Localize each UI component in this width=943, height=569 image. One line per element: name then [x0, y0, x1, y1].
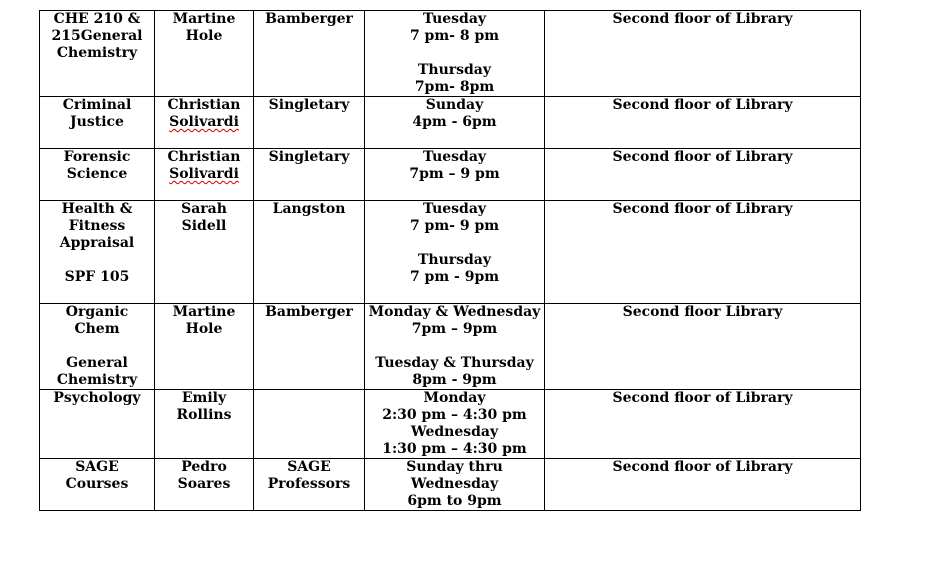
- tutor-first-name: Martine: [172, 304, 236, 320]
- times-cell: [365, 390, 545, 459]
- tutor-last-name: Hole: [185, 321, 223, 337]
- course-cell: [40, 11, 155, 97]
- tutor-first-name: Christian: [167, 97, 241, 113]
- room-text: Second floor of Library: [612, 459, 793, 475]
- time-line: Thursday: [417, 62, 492, 78]
- course-line: Appraisal: [59, 235, 135, 251]
- course-line: Health &: [61, 201, 133, 217]
- tutor-cell: [155, 201, 254, 304]
- time-line: Tuesday & Thursday: [375, 355, 534, 371]
- room-cell: [545, 459, 861, 511]
- location-text: Langston: [272, 201, 346, 217]
- course-cell: [40, 390, 155, 459]
- room-text: Second floor of Library: [612, 11, 793, 27]
- course-cell: [40, 97, 155, 149]
- course-line: Fitness: [68, 218, 126, 234]
- tutor-first-name: Pedro: [181, 459, 227, 475]
- tutor-cell: [155, 97, 254, 149]
- time-line: 8pm - 9pm: [412, 372, 497, 388]
- tutor-last-name: Solivardi: [169, 114, 239, 130]
- location-text: Singletary: [268, 97, 350, 113]
- time-line: 7 pm- 9 pm: [409, 218, 500, 234]
- tutor-cell: [155, 390, 254, 459]
- tutor-cell: [155, 149, 254, 201]
- course-line: General: [66, 355, 128, 371]
- blank-line: [40, 338, 154, 355]
- location-text: Bamberger: [265, 11, 353, 27]
- room-cell: [545, 97, 861, 149]
- location-cell: [254, 97, 365, 149]
- course-line: SAGE: [75, 459, 119, 475]
- tutoring-schedule-table: [39, 10, 861, 511]
- location-cell: [254, 11, 365, 97]
- tutor-cell: [155, 459, 254, 511]
- location-cell: [254, 149, 365, 201]
- location-cell: [254, 390, 365, 459]
- times-cell: [365, 201, 545, 304]
- tutor-first-name: Sarah: [181, 201, 227, 217]
- course-code: SPF 105: [64, 269, 130, 285]
- table-row: [40, 11, 861, 97]
- room-text: Second floor Library: [622, 304, 783, 320]
- location-cell: [254, 304, 365, 390]
- time-line: Tuesday: [422, 201, 487, 217]
- table-row: [40, 304, 861, 390]
- course-line: Organic: [65, 304, 129, 320]
- time-line: Sunday thru: [406, 459, 503, 475]
- tutor-cell: [155, 304, 254, 390]
- course-cell: [40, 201, 155, 304]
- time-line: Monday & Wednesday: [368, 304, 541, 320]
- tutor-first-name: Emily: [181, 390, 227, 406]
- blank-line: [40, 252, 154, 269]
- room-cell: [545, 11, 861, 97]
- course-line: Science: [66, 166, 128, 182]
- time-line: Sunday: [425, 97, 484, 113]
- times-cell: [365, 459, 545, 511]
- time-line: 2:30 pm – 4:30 pm: [382, 407, 527, 423]
- tutor-first-name: Martine: [172, 11, 236, 27]
- table-row: [40, 390, 861, 459]
- course-line: Chemistry: [56, 45, 138, 61]
- time-line: 7pm – 9pm: [411, 321, 498, 337]
- times-cell: [365, 304, 545, 390]
- course-line: Criminal: [62, 97, 132, 113]
- table-row: [40, 459, 861, 511]
- course-line: Psychology: [53, 390, 141, 406]
- time-line: Wednesday: [410, 424, 499, 440]
- tutor-last-name: Soares: [177, 476, 231, 492]
- course-line: Courses: [65, 476, 129, 492]
- tutor-cell: [155, 11, 254, 97]
- room-text: Second floor of Library: [612, 390, 793, 406]
- time-line: Tuesday: [422, 149, 487, 165]
- times-cell: [365, 97, 545, 149]
- room-text: Second floor of Library: [612, 97, 793, 113]
- tutor-first-name: Christian: [167, 149, 241, 165]
- time-line: Monday: [423, 390, 486, 406]
- time-line: 4pm - 6pm: [412, 114, 497, 130]
- tutor-last-name: Sidell: [181, 218, 227, 234]
- times-cell: [365, 11, 545, 97]
- room-text: Second floor of Library: [612, 201, 793, 217]
- room-text: Second floor of Library: [612, 149, 793, 165]
- course-cell: [40, 304, 155, 390]
- time-line: 7pm- 8pm: [414, 79, 495, 95]
- blank-line: [365, 235, 544, 252]
- course-cell: [40, 149, 155, 201]
- tutor-last-name: Hole: [185, 28, 223, 44]
- tutor-last-name: Rollins: [176, 407, 232, 423]
- course-line: 215General: [51, 28, 143, 44]
- times-cell: [365, 149, 545, 201]
- time-line: 7pm – 9 pm: [409, 166, 500, 182]
- table-row: [40, 149, 861, 201]
- blank-line: [365, 338, 544, 355]
- time-line: 7 pm - 9pm: [409, 269, 500, 285]
- room-cell: [545, 149, 861, 201]
- location-cell: [254, 459, 365, 511]
- time-line: Thursday: [417, 252, 492, 268]
- tutor-last-name: Solivardi: [169, 166, 239, 182]
- room-cell: [545, 390, 861, 459]
- table-row: [40, 97, 861, 149]
- course-line: Chem: [74, 321, 120, 337]
- time-line: Wednesday: [410, 476, 499, 492]
- time-line: Tuesday: [422, 11, 487, 27]
- time-line: 1:30 pm – 4:30 pm: [382, 441, 527, 457]
- location-cell: [254, 201, 365, 304]
- course-line: Forensic: [63, 149, 131, 165]
- room-cell: [545, 304, 861, 390]
- time-line: 6pm to 9pm: [407, 493, 502, 509]
- location-text: Singletary: [268, 149, 350, 165]
- course-line: Chemistry: [56, 372, 138, 388]
- location-text: SAGE Professors: [267, 459, 351, 492]
- location-text: Bamberger: [265, 304, 353, 320]
- course-cell: [40, 459, 155, 511]
- table-row: [40, 201, 861, 304]
- course-line: CHE 210 &: [53, 11, 141, 27]
- course-line: Justice: [70, 114, 124, 130]
- time-line: 7 pm- 8 pm: [409, 28, 500, 44]
- blank-line: [365, 45, 544, 62]
- room-cell: [545, 201, 861, 304]
